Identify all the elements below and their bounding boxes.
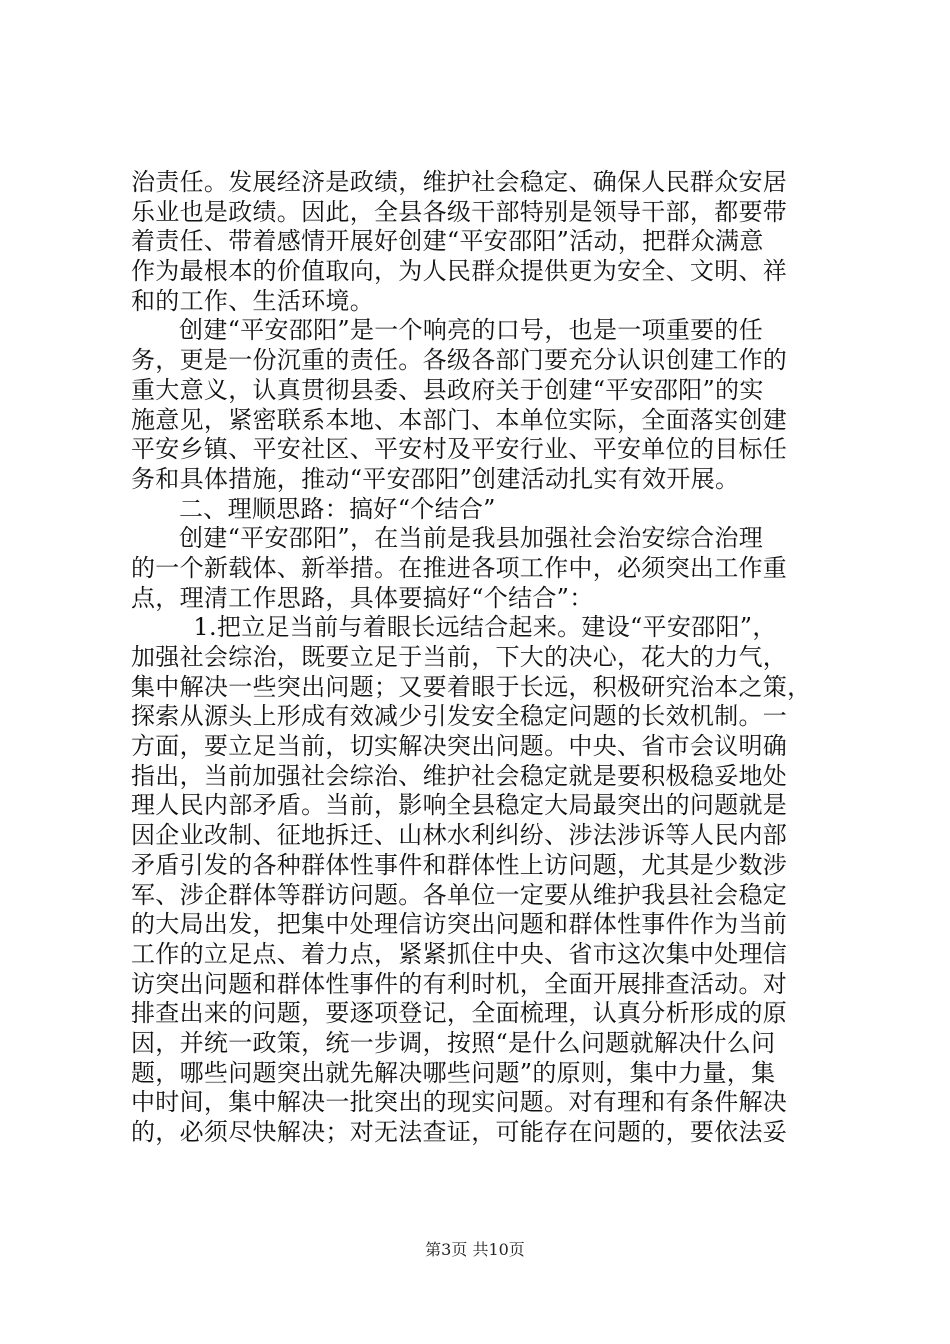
- text-line: 指出，当前加强社会综治、维护社会稳定就是要积极稳妥地处: [131, 761, 788, 790]
- text-line: 施意见，紧密联系本地、本部门、本单位实际，全面落实创建: [131, 405, 788, 434]
- text-line: 治责任。发展经济是政绩，维护社会稳定、确保人民群众安居: [131, 168, 788, 196]
- text-line: 的，必须尽快解决；对无法查证，可能存在问题的，要依法妥: [131, 1118, 788, 1146]
- text-line: 军、涉企群体等群访问题。各单位一定要从维护我县社会稳定: [131, 880, 788, 909]
- text-line: 二、理顺思路：搞好“个结合”: [179, 494, 496, 523]
- page-number-label: 第3页 共10页: [425, 1240, 525, 1259]
- text-line: 点，理清工作思路，具体要搞好“个结合”：: [131, 583, 594, 612]
- text-line: 创建“平安邵阳”，在当前是我县加强社会治安综合治理: [179, 524, 764, 553]
- text-line: 探索从源头上形成有效减少引发安全稳定问题的长效机制。一: [131, 702, 788, 731]
- text-line: 因，并统一政策，统一步调，按照“是什么问题就解决什么问: [131, 1028, 776, 1057]
- text-line: 中时间，集中解决一批突出的现实问题。对有理和有条件解决: [131, 1088, 788, 1117]
- text-line: 的大局出发，把集中处理信访突出问题和群体性事件作为当前: [131, 910, 788, 939]
- document-body: [131, 168, 831, 1148]
- text-line: 访突出问题和群体性事件的有利时机，全面开展排查活动。对: [131, 969, 788, 998]
- text-line: 工作的立足点、着力点，紧紧抓住中央、省市这次集中处理信: [131, 939, 788, 968]
- text-line: 的一个新载体、新举措。在推进各项工作中，必须突出工作重: [131, 553, 788, 582]
- text-line: 因企业改制、征地拆迁、山林水利纠纷、涉法涉诉等人民内部: [131, 821, 788, 850]
- text-line: 题，哪些问题突出就先解决哪些问题”的原则，集中力量，集: [131, 1058, 776, 1087]
- text-line: 集中解决一些突出问题；又要着眼于长远，积极研究治本之策，: [131, 672, 812, 701]
- page-footer: [0, 1240, 950, 1260]
- text-line: 1.把立足当前与着眼长远结合起来。建设“平安邵阳”，: [193, 613, 777, 642]
- text-line: 创建“平安邵阳”是一个响亮的口号，也是一项重要的任: [179, 316, 764, 345]
- text-line: 务和具体措施，推动“平安邵阳”创建活动扎实有效开展。: [131, 464, 740, 493]
- text-line: 作为最根本的价值取向，为人民群众提供更为安全、文明、祥: [131, 257, 788, 286]
- text-line: 着责任、带着感情开展好创建“平安邵阳”活动，把群众满意: [131, 227, 764, 256]
- text-line: 乐业也是政绩。因此，全县各级干部特别是领导干部，都要带: [131, 197, 788, 226]
- text-line: 理人民内部矛盾。当前，影响全县稳定大局最突出的问题就是: [131, 791, 788, 820]
- text-line: 务，更是一份沉重的责任。各级各部门要充分认识创建工作的: [131, 346, 788, 375]
- text-line: 和的工作、生活环境。: [131, 286, 374, 315]
- text-line: 加强社会综治，既要立足于当前，下大的决心，花大的力气，: [131, 643, 788, 671]
- text-line: 平安乡镇、平安社区、平安村及平安行业、平安单位的目标任: [131, 435, 788, 464]
- text-line: 重大意义，认真贯彻县委、县政府关于创建“平安邵阳”的实: [131, 375, 764, 404]
- text-line: 排查出来的问题，要逐项登记，全面梳理，认真分析形成的原: [131, 999, 788, 1028]
- text-line: 矛盾引发的各种群体性事件和群体性上访问题，尤其是少数涉: [131, 850, 788, 879]
- text-line: 方面，要立足当前，切实解决突出问题。中央、省市会议明确: [131, 732, 788, 761]
